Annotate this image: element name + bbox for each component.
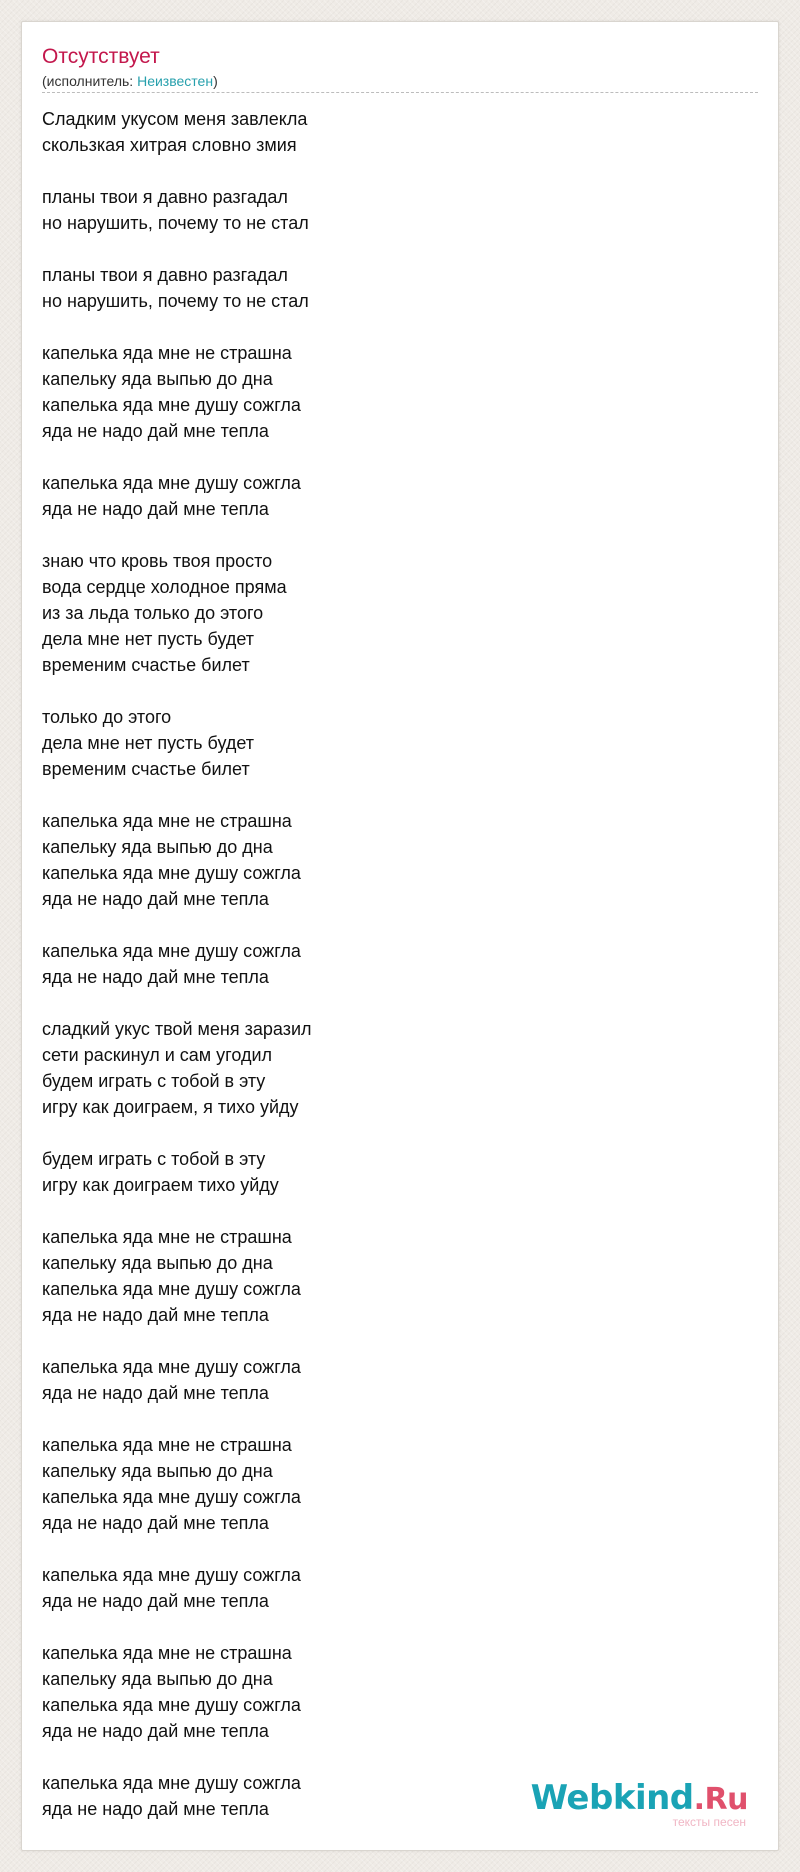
lyric-line: капельку яда выпью до дна xyxy=(42,1253,273,1273)
lyric-line: капелька яда мне душу сожгла xyxy=(42,473,301,493)
logo-wordmark xyxy=(530,1778,748,1818)
lyric-line: капельку яда выпью до дна xyxy=(42,1461,273,1481)
lyrics-stanza xyxy=(42,1354,758,1406)
lyrics-stanza xyxy=(42,470,758,522)
song-header xyxy=(42,44,758,90)
header-divider xyxy=(42,92,758,93)
lyric-line: временим счастье билет xyxy=(42,655,250,675)
lyrics-stanza xyxy=(42,1016,758,1120)
lyric-line: капелька яда мне душу сожгла xyxy=(42,1565,301,1585)
lyric-line: временим счастье билет xyxy=(42,759,250,779)
lyric-line: капелька яда мне не страшна xyxy=(42,1227,292,1247)
lyric-line: яда не надо дай мне тепла xyxy=(42,889,269,909)
lyric-line: капелька яда мне не страшна xyxy=(42,1435,292,1455)
lyrics-stanza xyxy=(42,1146,758,1198)
lyric-line: капелька яда мне душу сожгла xyxy=(42,395,301,415)
lyric-line: капелька яда мне душу сожгла xyxy=(42,1487,301,1507)
lyric-line: капелька яда мне душу сожгла xyxy=(42,941,301,961)
lyric-line: будем играть с тобой в эту xyxy=(42,1071,266,1091)
lyric-line: капелька яда мне душу сожгла xyxy=(42,1773,301,1793)
lyric-line: дела мне нет пусть будет xyxy=(42,629,255,649)
lyrics-stanza xyxy=(42,184,758,236)
lyric-line: яда не надо дай мне тепла xyxy=(42,1513,269,1533)
logo-tagline: тексты песен xyxy=(672,1815,746,1829)
song-title: Отсутствует xyxy=(42,45,160,68)
lyric-line: капелька яда мне душу сожгла xyxy=(42,1279,301,1299)
lyrics-stanza xyxy=(42,704,758,782)
lyrics-stanza xyxy=(42,340,758,444)
lyrics-stanza xyxy=(42,1562,758,1614)
lyric-line: капельку яда выпью до дна xyxy=(42,369,273,389)
lyrics-stanza xyxy=(42,262,758,314)
lyric-line: капелька яда мне не страшна xyxy=(42,343,292,363)
lyric-line: капелька яда мне не страшна xyxy=(42,811,292,831)
lyric-line: яда не надо дай мне тепла xyxy=(42,1591,269,1611)
site-logo[interactable] xyxy=(530,1778,748,1829)
lyric-line: дела мне нет пусть будет xyxy=(42,733,255,753)
lyrics-stanza xyxy=(42,548,758,678)
lyric-line: капелька яда мне душу сожгла xyxy=(42,863,301,883)
lyric-line: из за льда только до этого xyxy=(42,603,264,623)
artist-link[interactable]: Неизвестен xyxy=(137,73,214,89)
lyric-line: планы твои я давно разгадал xyxy=(42,265,288,285)
lyric-line: капелька яда мне душу сожгла xyxy=(42,1357,301,1377)
lyric-line: Сладким укусом меня завлекла xyxy=(42,109,308,129)
lyric-line: планы твои я давно разгадал xyxy=(42,187,288,207)
lyrics-stanza xyxy=(42,106,758,158)
lyric-line: сладкий укус твой меня заразил xyxy=(42,1019,312,1039)
lyric-line: яда не надо дай мне тепла xyxy=(42,1383,269,1403)
lyric-line: капельку яда выпью до дна xyxy=(42,1669,273,1689)
lyrics-stanza xyxy=(42,938,758,990)
lyric-line: яда не надо дай мне тепла xyxy=(42,499,269,519)
lyrics-stanza xyxy=(42,808,758,912)
lyric-line: капелька яда мне душу сожгла xyxy=(42,1695,301,1715)
lyric-line: игру как доиграем, я тихо уйду xyxy=(42,1097,299,1117)
lyric-line: сети раскинул и сам угодил xyxy=(42,1045,273,1065)
logo-main-text: Webkind xyxy=(530,1778,694,1818)
lyric-line: скользкая хитрая словно змия xyxy=(42,135,297,155)
lyrics-stanza xyxy=(42,1224,758,1328)
lyrics-stanza xyxy=(42,1640,758,1744)
lyric-line: но нарушить, почему то не стал xyxy=(42,213,309,233)
lyrics-text xyxy=(42,106,758,1848)
artist-suffix: ) xyxy=(213,73,218,89)
lyric-line: яда не надо дай мне тепла xyxy=(42,1799,269,1819)
logo-suffix: .Ru xyxy=(693,1782,748,1817)
artist-line xyxy=(42,72,758,90)
lyric-line: игру как доиграем тихо уйду xyxy=(42,1175,279,1195)
lyric-line: только до этого xyxy=(42,707,172,727)
lyric-line: капелька яда мне не страшна xyxy=(42,1643,292,1663)
lyric-line: яда не надо дай мне тепла xyxy=(42,421,269,441)
lyric-line: вода сердце холодное пряма xyxy=(42,577,287,597)
lyric-line: но нарушить, почему то не стал xyxy=(42,291,309,311)
lyrics-card xyxy=(21,21,779,1851)
lyric-line: яда не надо дай мне тепла xyxy=(42,1305,269,1325)
artist-prefix: (исполнитель: xyxy=(42,73,138,89)
lyrics-stanza xyxy=(42,1432,758,1536)
lyric-line: капельку яда выпью до дна xyxy=(42,837,273,857)
lyric-line: знаю что кровь твоя просто xyxy=(42,551,273,571)
lyric-line: яда не надо дай мне тепла xyxy=(42,1721,269,1741)
lyric-line: яда не надо дай мне тепла xyxy=(42,967,269,987)
lyric-line: будем играть с тобой в эту xyxy=(42,1149,266,1169)
